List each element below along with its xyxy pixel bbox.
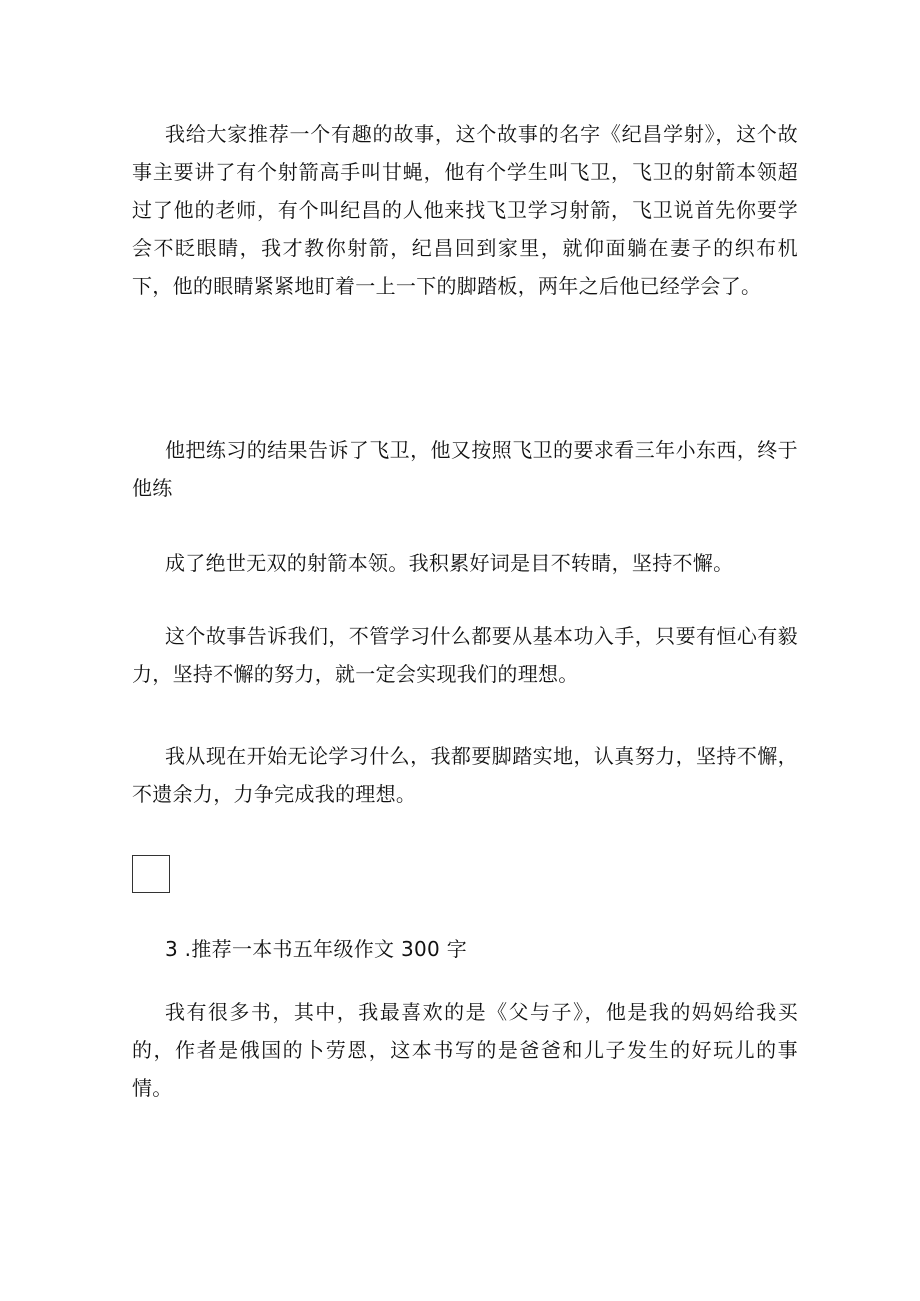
paragraph-practice-result: 他把练习的结果告诉了飞卫，他又按照飞卫的要求看三年小东西，终于他练 bbox=[132, 438, 798, 500]
paragraph-lesson: 这个故事告诉我们，不管学习什么都要从基本功入手，只要有恒心有毅力，坚持不懈的努力，就一定会实现我们的理想。 bbox=[132, 624, 798, 686]
paragraph-book-recommendation: 我有很多书，其中，我最喜欢的是《父与子》，他是我的妈妈给我买的，作者是俄国的卜劳恩，这本书写的是爸爸和儿子发生的好玩儿的事情。 bbox=[132, 1000, 798, 1100]
checkbox-square[interactable] bbox=[132, 855, 170, 893]
paragraph-resolution: 我从现在开始无论学习什么，我都要脚踏实地，认真努力，坚持不懈，不遗余力，力争完成我的理想。 bbox=[132, 744, 798, 806]
section-heading: 3 .推荐一本书五年级作文 300 字 bbox=[165, 937, 468, 961]
paragraph-story-summary: 我给大家推荐一个有趣的故事，这个故事的名字《纪昌学射》，这个故事主要讲了有个射箭高手叫甘蝇，他有个学生叫飞卫，飞卫的射箭本领超过了他的老师，有个叫纪昌的人他来找飞卫学习射箭，飞卫说首先你要学会不眨眼睛，我才教你射箭，纪昌回到家里，就仰面躺在妻子的织布机下，他的眼睛紧紧地盯着一上一下的脚踏板，两年之后他已经学会了。 bbox=[132, 122, 798, 298]
paragraph-skill-achieved: 成了绝世无双的射箭本领。我积累好词是目不转睛，坚持不懈。 bbox=[165, 551, 734, 575]
